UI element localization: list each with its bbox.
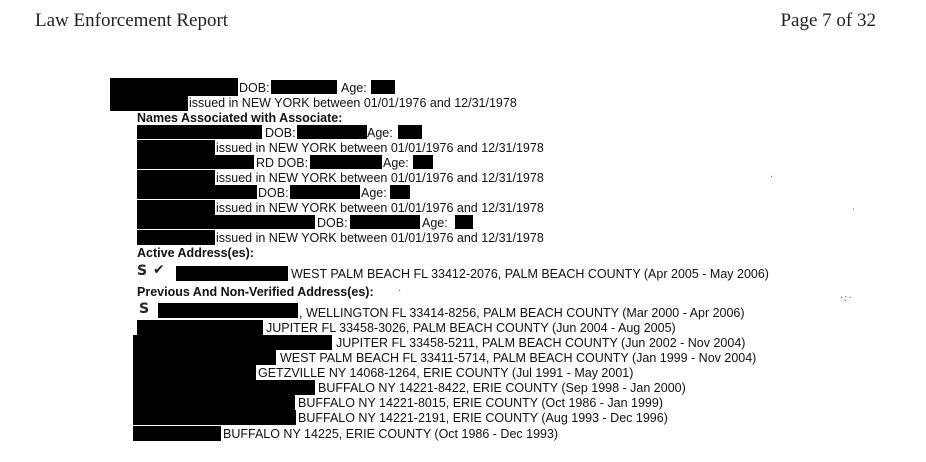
redaction-box: [133, 395, 295, 410]
previous-address: JUPITER FL 33458-3026, PALM BEACH COUNTY (Jun 2004 - Aug 2005): [266, 321, 676, 335]
scan-speck: ·: [770, 172, 774, 183]
associate-dob-label: RD DOB:: [256, 156, 309, 170]
redaction-box: [133, 350, 276, 365]
redaction-box: [137, 320, 263, 335]
redaction-box: [137, 170, 215, 185]
s-badge-icon: S: [137, 263, 148, 279]
previous-address: BUFFALO NY 14221-8015, ERIE COUNTY (Oct 1986 - Jan 1999): [298, 396, 663, 410]
redaction-box: [413, 155, 433, 169]
previous-address: BUFFALO NY 14221-2191, ERIE COUNTY (Aug 1993 - Dec 1996): [298, 411, 668, 425]
redaction-box: [110, 78, 238, 96]
redaction-box: [371, 80, 395, 94]
subject-license: issued in NEW YORK between 01/01/1976 and 12/31/1978: [189, 96, 517, 110]
check-icon: ✔: [153, 262, 165, 278]
page-number: Page 7 of 32: [780, 10, 876, 31]
scan-speck: ·: [852, 205, 855, 215]
redaction-box: [133, 335, 332, 350]
redaction-box: [133, 365, 256, 380]
redaction-box: [290, 185, 360, 199]
associate-license: issued in NEW YORK between 01/01/1976 and 12/31/1978: [216, 141, 544, 155]
previous-address: JUPITER FL 33458-5211, PALM BEACH COUNTY (Jun 2002 - Nov 2004): [336, 336, 746, 350]
subject-age-label: Age:: [341, 81, 367, 95]
associate-dob-label: DOB:: [317, 216, 348, 230]
redaction-box: [137, 230, 215, 245]
redaction-box: [137, 200, 215, 215]
associate-license: issued in NEW YORK between 01/01/1976 and 12/31/1978: [216, 231, 544, 245]
scan-speck: ·: [398, 286, 402, 297]
previous-address: BUFFALO NY 14225, ERIE COUNTY (Oct 1986 - Dec 1993): [223, 427, 559, 441]
redaction-box: [158, 303, 298, 318]
redaction-box: [297, 125, 367, 139]
associate-age-label: Age:: [422, 216, 448, 230]
subject-dob-label: DOB:: [239, 81, 270, 95]
redaction-box: [137, 215, 315, 229]
active-addresses-heading: Active Address(es):: [137, 246, 254, 260]
redaction-box: [133, 426, 221, 441]
associate-dob-label: DOB:: [265, 126, 296, 140]
previous-address: WEST PALM BEACH FL 33411-5714, PALM BEACH COUNTY (Jan 1999 - Nov 2004): [280, 351, 757, 365]
redaction-box: [176, 266, 288, 281]
redaction-box: [137, 125, 262, 139]
redaction-box: [137, 155, 254, 169]
redaction-box: [455, 215, 473, 229]
redaction-box: [137, 185, 257, 199]
redaction-box: [133, 380, 315, 395]
associate-dob-label: DOB:: [258, 186, 289, 200]
associates-heading: Names Associated with Associate:: [137, 111, 343, 125]
redaction-box: [137, 140, 215, 155]
scan-speck: ·:·: [840, 293, 853, 304]
associate-age-label: Age:: [367, 126, 393, 140]
active-address: WEST PALM BEACH FL 33412-2076, PALM BEACH COUNTY (Apr 2005 - May 2006): [291, 267, 769, 281]
redaction-box: [350, 215, 420, 229]
associate-license: issued in NEW YORK between 01/01/1976 and 12/31/1978: [216, 201, 544, 215]
previous-addresses-heading: Previous And Non-Verified Address(es):: [137, 285, 374, 299]
previous-address: , WELLINGTON FL 33414-8256, PALM BEACH COUNTY (Mar 2000 - Apr 2006): [299, 306, 745, 320]
associate-age-label: Age:: [361, 186, 387, 200]
redaction-box: [398, 125, 422, 139]
s-badge-icon: S: [139, 301, 150, 317]
redaction-box: [390, 185, 410, 199]
redaction-box: [271, 80, 337, 94]
associate-license: issued in NEW YORK between 01/01/1976 and 12/31/1978: [216, 171, 544, 185]
associate-age-label: Age:: [383, 156, 409, 170]
report-title: Law Enforcement Report: [35, 10, 229, 31]
previous-address: GETZVILLE NY 14068-1264, ERIE COUNTY (Jul 1991 - May 2001): [258, 366, 634, 380]
redaction-box: [110, 96, 188, 111]
previous-address: BUFFALO NY 14221-8422, ERIE COUNTY (Sep 1998 - Jan 2000): [318, 381, 686, 395]
redaction-box: [310, 155, 382, 169]
redaction-box: [133, 410, 296, 425]
